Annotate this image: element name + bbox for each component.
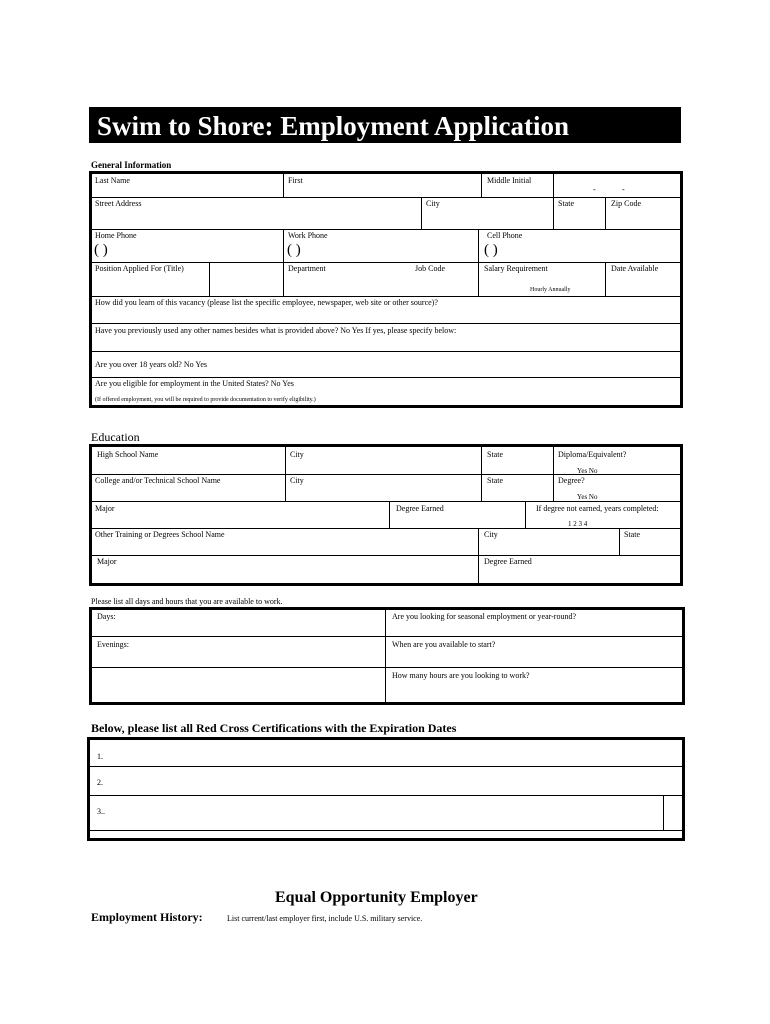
rule [89,197,683,198]
vacancy-question: How did you learn of this vacancy (please list the specific employee, newspaper, web site or other source)? [95,298,438,307]
rule [478,262,479,296]
employment-history-label: Employment History: [91,910,203,924]
rule [478,528,479,583]
zip-code-label: Zip Code [611,199,641,208]
salary-label: Salary Requirement [484,264,548,273]
rule [285,444,286,501]
job-code-label: Job Code [415,264,445,273]
position-label: Position Applied For (Title) [95,264,184,273]
availability-intro: Please list all days and hours that you are available to work. [91,597,283,606]
cell-phone-area-code: ( ) [484,242,498,258]
rule [89,351,683,352]
over-18-question: Are you over 18 years old? No Yes [95,360,207,369]
rule [283,262,284,296]
degree-question: Degree? [558,476,585,485]
rule [89,262,683,263]
rule [89,377,683,378]
salary-options[interactable]: Hourly Annually [530,287,571,293]
city-label: City [426,199,440,208]
degree-earned-label: Degree Earned [396,504,444,513]
hs-state-label: State [487,450,503,459]
rule [663,795,664,830]
rule [87,830,685,831]
cell-phone-label: Cell Phone [487,231,523,240]
first-name-label: First [288,176,303,185]
rule [89,667,685,668]
rule [89,528,683,529]
work-phone-label: Work Phone [288,231,328,240]
seasonal-question: Are you looking for seasonal employment or year-round? [392,612,577,621]
availability-box [89,607,685,705]
rule [619,528,620,555]
rule [605,262,606,296]
state-label: State [558,199,574,208]
certifications-box [87,737,685,841]
degree-earned2-label: Degree Earned [484,557,532,566]
title-bar [89,107,681,143]
certification-line: 2. [97,778,103,787]
years-completed-label: If degree not earned, years completed: [536,504,659,513]
rule [481,171,482,197]
rule [385,607,386,705]
rule [525,501,526,528]
rule [283,229,284,262]
college-city-label: City [290,476,304,485]
rule [478,229,479,262]
diploma-options[interactable]: Yes No [577,467,598,475]
major-label: Major [95,504,115,513]
rule [283,171,284,197]
rule [553,197,554,229]
home-phone-label: Home Phone [95,231,137,240]
rule [553,171,554,197]
other-city-label: City [484,530,498,539]
work-phone-area-code: ( ) [287,242,301,258]
last-name-label: Last Name [95,176,130,185]
page-title: Swim to Shore: Employment Application [97,111,570,141]
degree-options[interactable]: Yes No [577,493,598,501]
department-label: Department [288,264,326,273]
high-school-label: High School Name [97,450,159,459]
rule [481,444,482,501]
general-information-box [89,171,683,408]
date-dash: - [622,185,625,194]
certification-line: 1. [97,752,103,761]
rule [87,766,685,767]
eligibility-question: Are you eligible for employment in the United States? No Yes [95,379,294,388]
other-state-label: State [624,530,640,539]
rule [421,197,422,229]
days-label: Days: [97,612,116,621]
rule [89,636,685,637]
college-label: College and/or Technical School Name [95,476,221,485]
middle-initial-label: Middle Initial [487,176,532,185]
certification-line: 3.. [97,807,105,816]
hs-city-label: City [290,450,304,459]
street-address-label: Street Address [95,199,142,208]
certifications-heading: Below, please list all Red Cross Certifications with the Expiration Dates [91,721,457,735]
date-dash: - [593,185,596,194]
general-information-heading: General Information [91,160,172,170]
date-available-label: Date Available [611,264,659,273]
start-question: When are you available to start? [392,640,496,649]
other-training-label: Other Training or Degrees School Name [95,530,225,539]
college-state-label: State [487,476,503,485]
other-names-question: Have you previously used any other names besides what is provided above? No Yes If yes, please specify below: [95,326,457,335]
rule [389,501,390,528]
rule [89,555,683,556]
home-phone-area-code: ( ) [94,242,108,258]
years-options[interactable]: 1 2 3 4 [568,520,588,528]
diploma-label: Diploma/Equivalent? [558,450,627,459]
education-heading: Education [91,430,140,444]
rule [209,262,210,296]
equal-opportunity-heading: Equal Opportunity Employer [275,889,478,906]
evenings-label: Evenings: [97,640,129,649]
rule [89,296,683,297]
rule [87,795,685,796]
major2-label: Major [97,557,117,566]
rule [605,197,606,229]
eligibility-note: (If offered employment, you will be required to provide documentation to verify eligibility.) [95,397,316,403]
employment-history-note: List current/last employer first, include U.S. military service. [227,914,423,923]
rule [89,323,683,324]
hours-question: How many hours are you looking to work? [392,671,530,680]
rule [89,229,683,230]
rule [553,444,554,501]
